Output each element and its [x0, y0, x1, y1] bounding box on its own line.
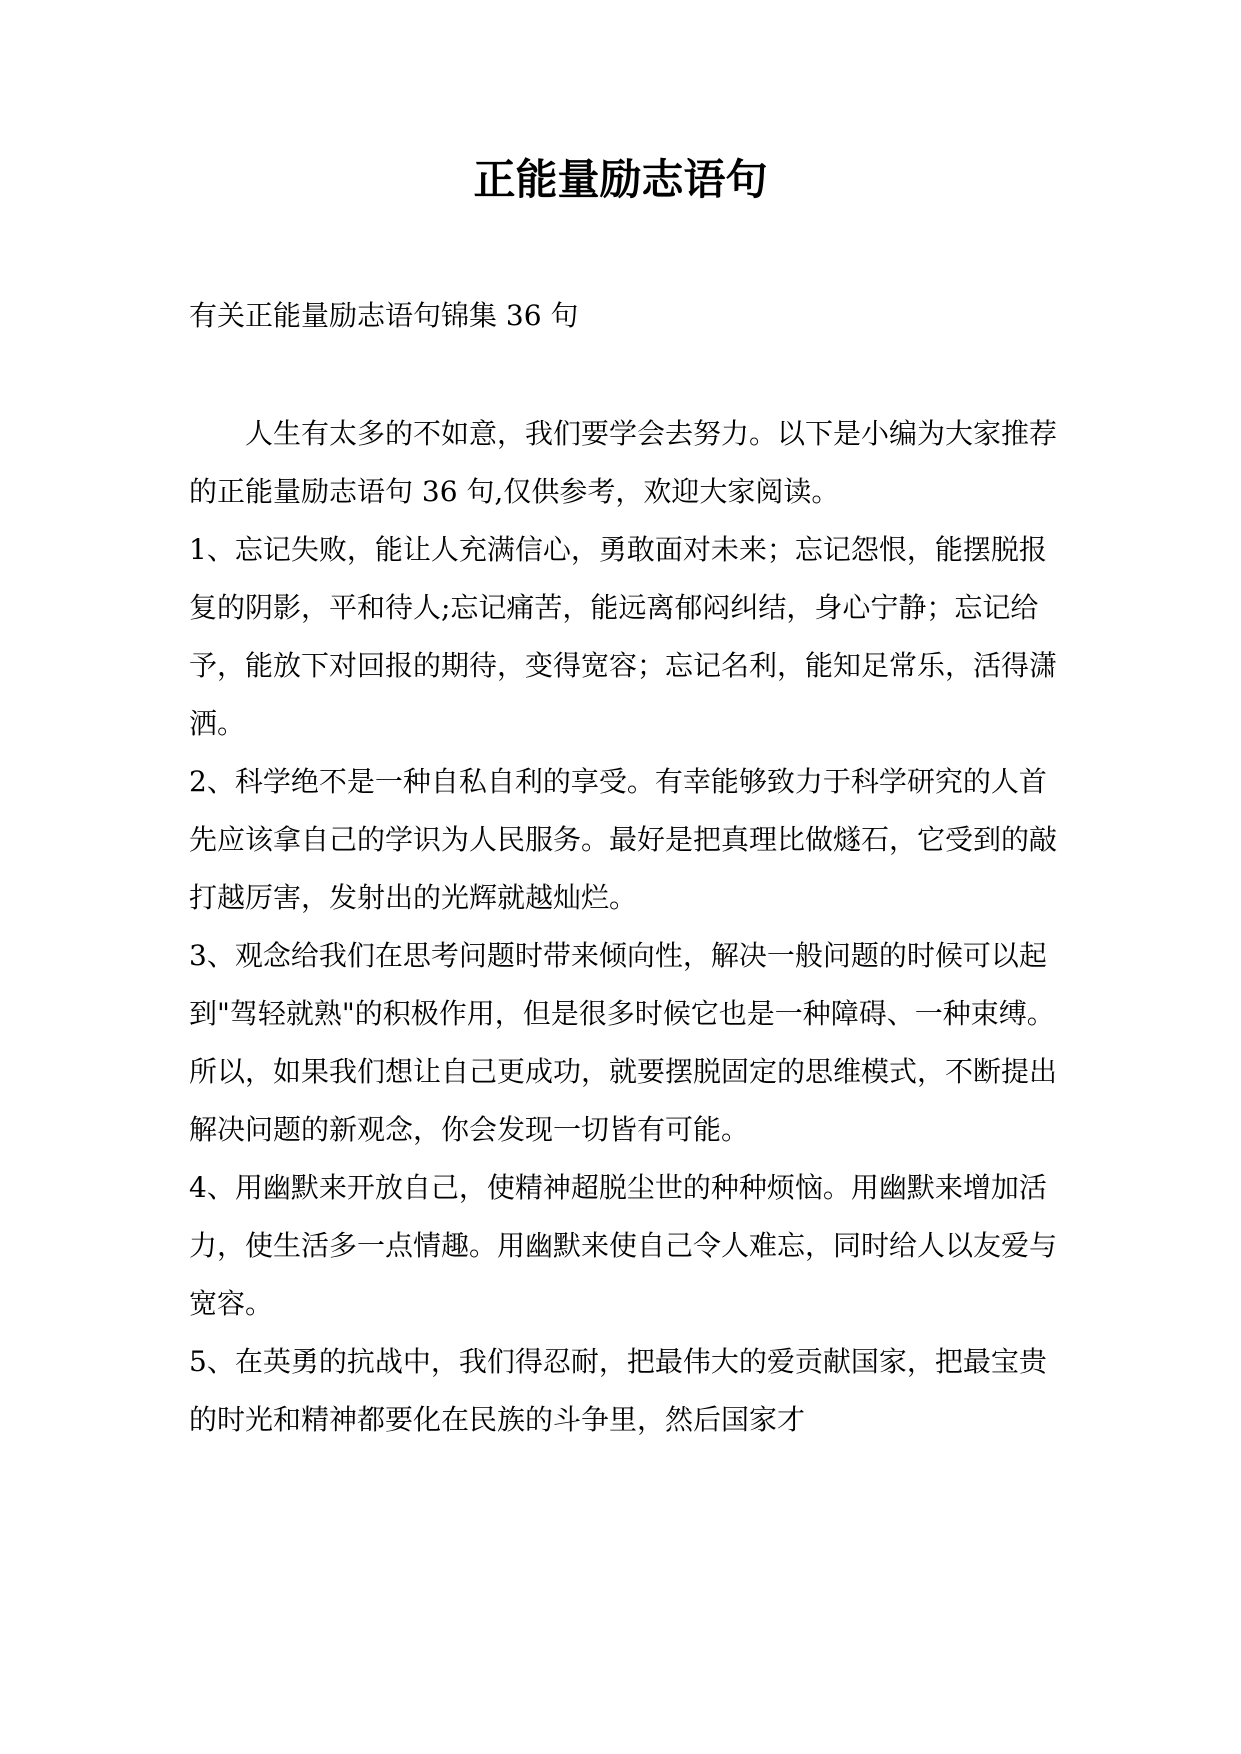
quote-item-3: 3、观念给我们在思考问题时带来倾向性，解决一般问题的时候可以起到"驾轻就熟"的积极作用，但是很多时候它也是一种障碍、一种束缚。所以，如果我们想让自己更成功，就要摆脱固定的思维模式，不断提出解决问题的新观念，你会发现一切皆有可能。 [189, 939, 1058, 1146]
quote-item-4: 4、用幽默来开放自己，使精神超脱尘世的种种烦恼。用幽默来增加活力，使生活多一点情趣。用幽默来使自己令人难忘，同时给人以友爱与宽容。 [189, 1171, 1058, 1320]
document-subtitle: 有关正能量励志语句锦集 36 句 [189, 299, 579, 332]
document-body [189, 405, 1065, 1449]
document-title: 正能量励志语句 [473, 155, 768, 204]
quote-item-2: 2、科学绝不是一种自私自利的享受。有幸能够致力于科学研究的人首先应该拿自己的学识为人民服务。最好是把真理比做燧石，它受到的敲打越厉害，发射出的光辉就越灿烂。 [189, 765, 1058, 914]
quote-item-5: 5、在英勇的抗战中，我们得忍耐，把最伟大的爱贡献国家，把最宝贵的时光和精神都要化在民族的斗争里，然后国家才 [189, 1345, 1047, 1436]
quote-item-1: 1、忘记失败，能让人充满信心，勇敢面对未来；忘记怨恨，能摆脱报复的阴影，平和待人;忘记痛苦，能远离郁闷纠结，身心宁静；忘记给予，能放下对回报的期待，变得宽容；忘记名利，能知足常乐，活得潇洒。 [189, 533, 1058, 740]
intro-paragraph: 人生有太多的不如意，我们要学会去努力。以下是小编为大家推荐的正能量励志语句 36 句,仅供参考，欢迎大家阅读。 [189, 417, 1058, 508]
